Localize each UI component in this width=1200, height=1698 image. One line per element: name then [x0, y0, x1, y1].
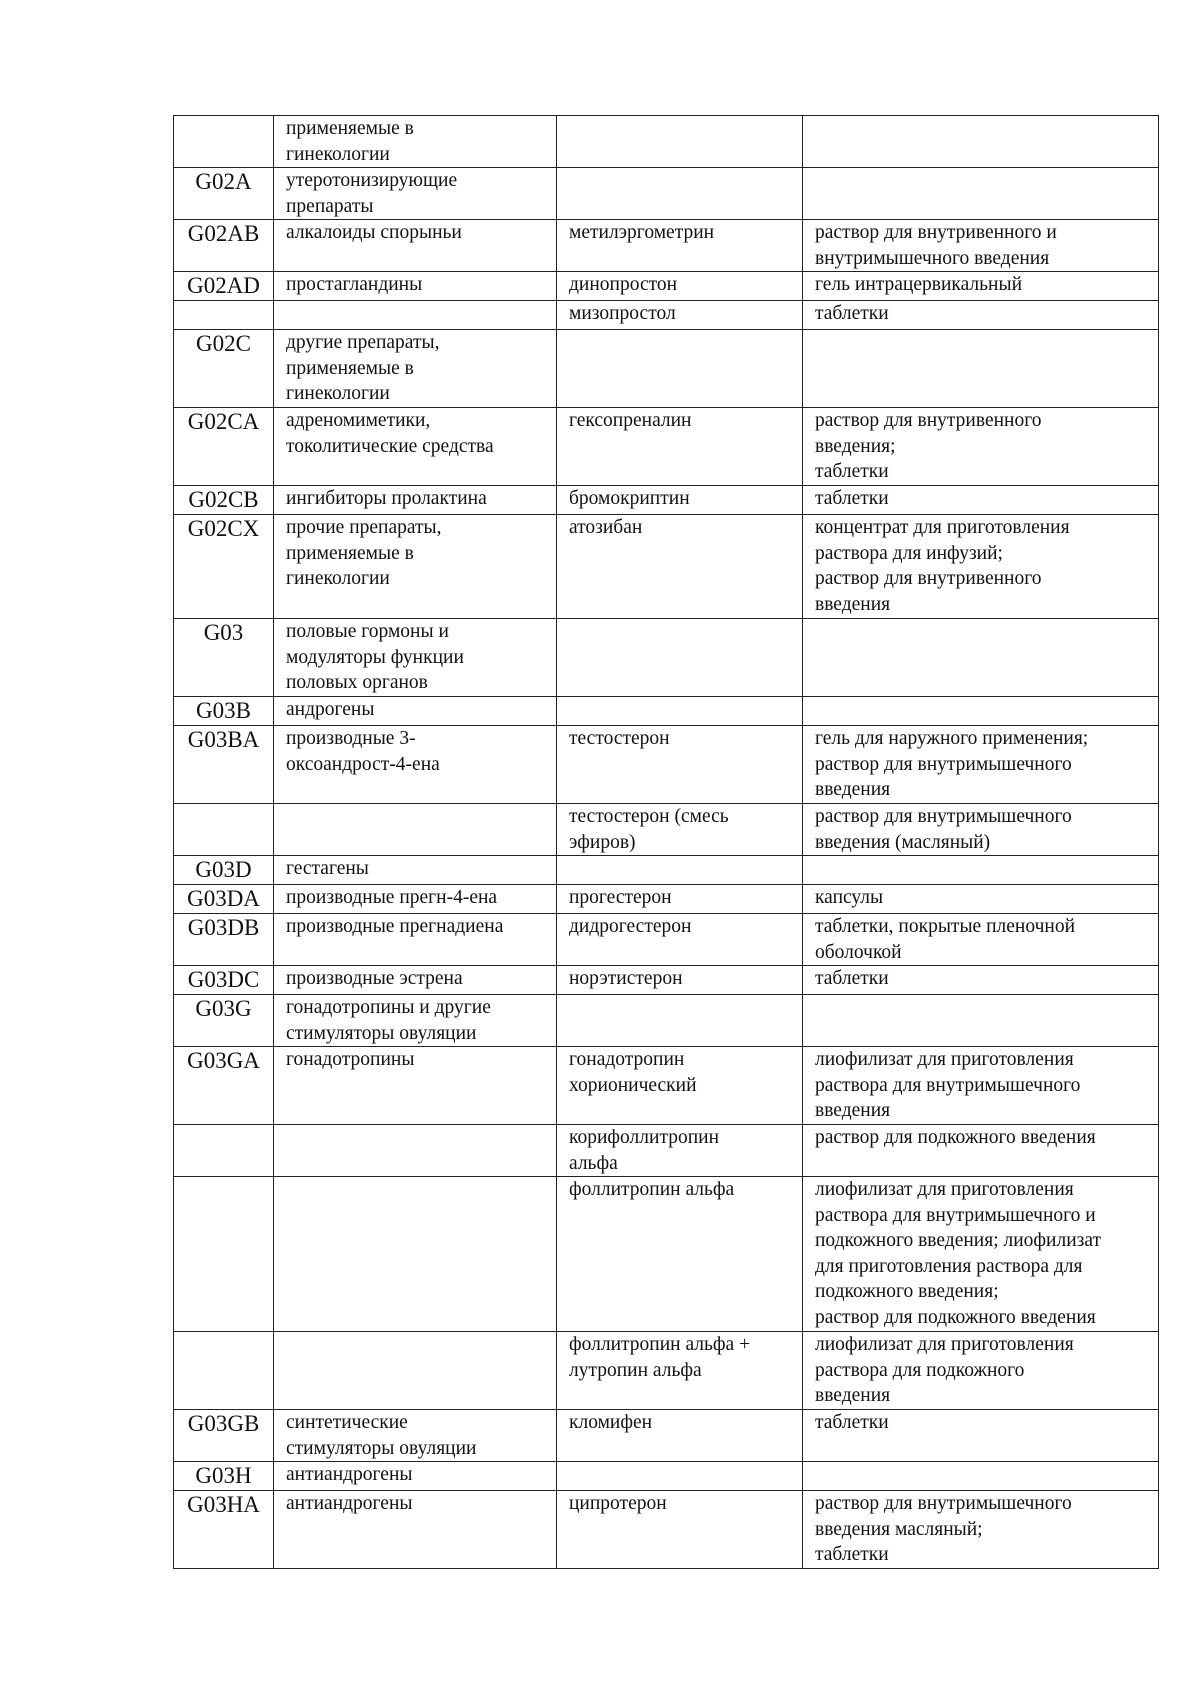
atc-code-cell: G03G	[174, 995, 274, 1047]
pharmacological-group-cell: половые гормоны и модуляторы функции половых органов	[274, 619, 557, 697]
dosage-form-cell: раствор для подкожного введения	[803, 1125, 1159, 1177]
table-row	[174, 966, 1159, 995]
atc-code-cell: G02C	[174, 330, 274, 408]
drug-name-cell: динопростон	[557, 272, 803, 301]
table-row	[174, 619, 1159, 697]
pharmacological-group-cell	[274, 301, 557, 330]
table-row	[174, 914, 1159, 966]
pharmacological-group-cell: производные прегн-4-ена	[274, 885, 557, 914]
drug-name-cell: прогестерон	[557, 885, 803, 914]
atc-code-cell: G03	[174, 619, 274, 697]
atc-code-cell: G02AD	[174, 272, 274, 301]
pharmacological-group-cell: производные 3- оксоандрост-4-ена	[274, 726, 557, 804]
table-row	[174, 856, 1159, 885]
table-row	[174, 1177, 1159, 1332]
drug-name-cell: фоллитропин альфа	[557, 1177, 803, 1332]
pharmacological-group-cell	[274, 1332, 557, 1410]
dosage-form-cell: раствор для внутривенного введения; таблетки	[803, 408, 1159, 486]
pharmacological-group-cell: гонадотропины и другие стимуляторы овуляции	[274, 995, 557, 1047]
table-row	[174, 486, 1159, 515]
drug-name-cell: гонадотропин хорионический	[557, 1047, 803, 1125]
pharmacological-group-cell: ингибиторы пролактина	[274, 486, 557, 515]
table-row	[174, 116, 1159, 168]
dosage-form-cell: лиофилизат для приготовления раствора для внутримышечного введения	[803, 1047, 1159, 1125]
drug-name-cell: метилэргометрин	[557, 220, 803, 272]
table-row	[174, 1491, 1159, 1569]
pharmacological-group-cell: применяемые в гинекологии	[274, 116, 557, 168]
dosage-form-cell: капсулы	[803, 885, 1159, 914]
dosage-form-cell	[803, 330, 1159, 408]
atc-code-cell	[174, 1177, 274, 1332]
dosage-form-cell: раствор для внутримышечного введения масляный; таблетки	[803, 1491, 1159, 1569]
drug-name-cell	[557, 1462, 803, 1491]
atc-code-cell	[174, 1125, 274, 1177]
dosage-form-cell	[803, 1462, 1159, 1491]
table-row	[174, 885, 1159, 914]
drug-name-cell: фоллитропин альфа + лутропин альфа	[557, 1332, 803, 1410]
drug-name-cell	[557, 619, 803, 697]
dosage-form-cell	[803, 168, 1159, 220]
table-row	[174, 1410, 1159, 1462]
drug-name-cell: ципротерон	[557, 1491, 803, 1569]
drug-name-cell	[557, 330, 803, 408]
drug-name-cell	[557, 116, 803, 168]
atc-code-cell: G03D	[174, 856, 274, 885]
pharmacological-group-cell: другие препараты, применяемые в гинекологии	[274, 330, 557, 408]
drug-name-cell: тестостерон (смесь эфиров)	[557, 804, 803, 856]
atc-code-cell: G02CA	[174, 408, 274, 486]
table-row	[174, 1047, 1159, 1125]
pharmacological-group-cell: адреномиметики, токолитические средства	[274, 408, 557, 486]
drug-name-cell: норэтистерон	[557, 966, 803, 995]
drug-name-cell	[557, 697, 803, 726]
pharmacological-group-cell: андрогены	[274, 697, 557, 726]
dosage-form-cell: таблетки	[803, 486, 1159, 515]
atc-code-cell: G02CX	[174, 515, 274, 619]
table-row	[174, 804, 1159, 856]
dosage-form-cell: раствор для внутривенного и внутримышечного введения	[803, 220, 1159, 272]
drug-name-cell: мизопростол	[557, 301, 803, 330]
dosage-form-cell: таблетки, покрытые пленочной оболочкой	[803, 914, 1159, 966]
drug-name-cell: бромокриптин	[557, 486, 803, 515]
dosage-form-cell: лиофилизат для приготовления раствора для внутримышечного и подкожного введения; лиофилизат для приготовления раствора для подкожного введения; раствор для подкожного введения	[803, 1177, 1159, 1332]
pharmacological-group-cell: синтетические стимуляторы овуляции	[274, 1410, 557, 1462]
drug-name-cell: гексопреналин	[557, 408, 803, 486]
table-row	[174, 408, 1159, 486]
table-row	[174, 515, 1159, 619]
table-row	[174, 301, 1159, 330]
pharmacological-group-cell: прочие препараты, применяемые в гинекологии	[274, 515, 557, 619]
pharmacological-group-cell: антиандрогены	[274, 1491, 557, 1569]
dosage-form-cell	[803, 856, 1159, 885]
drug-classification-table	[173, 115, 1159, 1569]
pharmacological-group-cell: антиандрогены	[274, 1462, 557, 1491]
dosage-form-cell: гель для наружного применения; раствор для внутримышечного введения	[803, 726, 1159, 804]
table-row	[174, 726, 1159, 804]
atc-code-cell	[174, 1332, 274, 1410]
table-row	[174, 1125, 1159, 1177]
pharmacological-group-cell: производные эстрена	[274, 966, 557, 995]
dosage-form-cell	[803, 697, 1159, 726]
table-row	[174, 220, 1159, 272]
atc-code-cell: G03GA	[174, 1047, 274, 1125]
dosage-form-cell	[803, 995, 1159, 1047]
table-row	[174, 168, 1159, 220]
dosage-form-cell: раствор для внутримышечного введения (масляный)	[803, 804, 1159, 856]
pharmacological-group-cell: производные прегнадиена	[274, 914, 557, 966]
drug-name-cell: тестостерон	[557, 726, 803, 804]
dosage-form-cell	[803, 116, 1159, 168]
pharmacological-group-cell: утеротонизирующие препараты	[274, 168, 557, 220]
dosage-form-cell: концентрат для приготовления раствора для инфузий; раствор для внутривенного введения	[803, 515, 1159, 619]
drug-name-cell: дидрогестерон	[557, 914, 803, 966]
pharmacological-group-cell: алкалоиды спорыньи	[274, 220, 557, 272]
table-row	[174, 995, 1159, 1047]
table-row	[174, 330, 1159, 408]
drug-name-cell: атозибан	[557, 515, 803, 619]
table-body	[174, 116, 1159, 1569]
table-row	[174, 697, 1159, 726]
atc-code-cell: G03HA	[174, 1491, 274, 1569]
dosage-form-cell: таблетки	[803, 966, 1159, 995]
pharmacological-group-cell	[274, 1177, 557, 1332]
dosage-form-cell: лиофилизат для приготовления раствора для подкожного введения	[803, 1332, 1159, 1410]
drug-name-cell	[557, 995, 803, 1047]
atc-code-cell: G03DA	[174, 885, 274, 914]
atc-code-cell: G02CB	[174, 486, 274, 515]
pharmacological-group-cell: простагландины	[274, 272, 557, 301]
table-row	[174, 1332, 1159, 1410]
drug-name-cell: корифоллитропин альфа	[557, 1125, 803, 1177]
dosage-form-cell: гель интрацервикальный	[803, 272, 1159, 301]
pharmacological-group-cell	[274, 804, 557, 856]
atc-code-cell: G03DC	[174, 966, 274, 995]
dosage-form-cell	[803, 619, 1159, 697]
atc-code-cell: G03BA	[174, 726, 274, 804]
atc-code-cell: G02AB	[174, 220, 274, 272]
atc-code-cell: G02A	[174, 168, 274, 220]
drug-name-cell: кломифен	[557, 1410, 803, 1462]
atc-code-cell: G03B	[174, 697, 274, 726]
drug-name-cell	[557, 168, 803, 220]
atc-code-cell: G03H	[174, 1462, 274, 1491]
table-row	[174, 1462, 1159, 1491]
atc-code-cell	[174, 804, 274, 856]
pharmacological-group-cell: гестагены	[274, 856, 557, 885]
atc-code-cell: G03GB	[174, 1410, 274, 1462]
atc-code-cell	[174, 116, 274, 168]
pharmacological-group-cell	[274, 1125, 557, 1177]
drug-name-cell	[557, 856, 803, 885]
atc-code-cell: G03DB	[174, 914, 274, 966]
pharmacological-group-cell: гонадотропины	[274, 1047, 557, 1125]
dosage-form-cell: таблетки	[803, 1410, 1159, 1462]
table-row	[174, 272, 1159, 301]
atc-code-cell	[174, 301, 274, 330]
dosage-form-cell: таблетки	[803, 301, 1159, 330]
